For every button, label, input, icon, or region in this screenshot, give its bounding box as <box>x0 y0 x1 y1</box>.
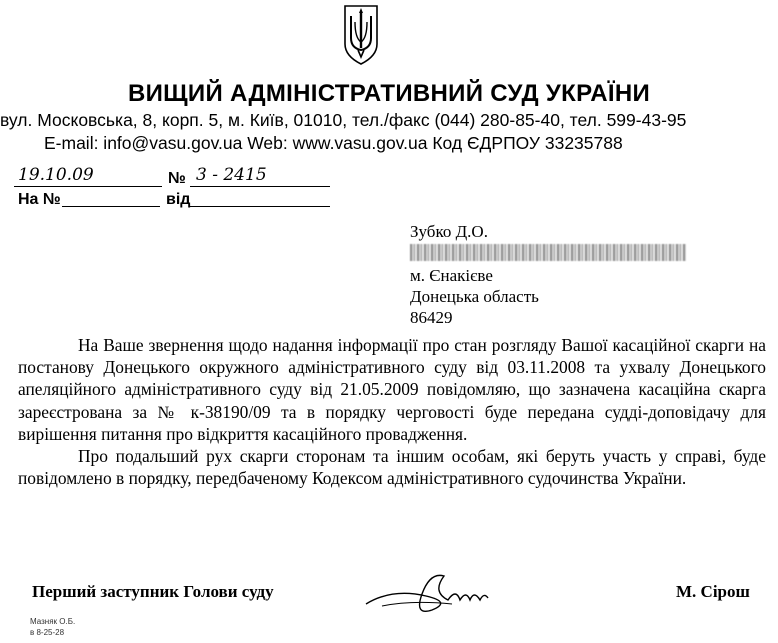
letter-body <box>18 334 766 489</box>
body-paragraph-1: На Ваше звернення щодо надання інформації про стан розгляду Вашої касаційної скарги на постанову Донецького окружного адміністративного суду від 03.11.2008 та ухвалу Донецького апеляційного адміністративного суду від 21.05.2009 повідомляю, що зазначена касаційна скарга зареєстрована за № к-38190/09 та в порядку черговості буде передана судді-доповідачу для вирішення питання про відкриття касаційного провадження. <box>18 335 766 444</box>
recipient-region: Донецька область <box>410 287 539 306</box>
reply-to-line <box>62 206 160 207</box>
recipient-postcode: 86429 <box>410 308 453 327</box>
date-line <box>14 186 162 187</box>
organization-contacts: E-mail: info@vasu.gov.ua Web: www.vasu.gov.ua Код ЄДРПОУ 33235788 <box>44 133 623 153</box>
body-paragraph-2: Про подальший рух скарги сторонам та іншим особам, які беруть участь у справі, буде повідомлено в порядку, передбаченому Кодексом адміністративного судочинства України. <box>18 446 766 489</box>
number-line <box>190 186 330 187</box>
outgoing-date: 19.10.09 <box>18 165 94 185</box>
signatory-name: М. Сірош <box>676 582 750 601</box>
organization-title: ВИЩИЙ АДМІНІСТРАТИВНИЙ СУД УКРАЇНИ <box>127 80 651 107</box>
coat-of-arms-emblem <box>342 4 380 66</box>
reply-from-label: від <box>166 191 191 208</box>
reply-from-line <box>190 206 330 207</box>
organization-address: вул. Московська, 8, корп. 5, м. Київ, 01010, тел./факс (044) 280-85-40, тел. 599-43-95 <box>0 110 687 130</box>
handwritten-signature <box>362 566 490 618</box>
signatory-position: Перший заступник Голови суду <box>32 582 274 601</box>
redacted-address <box>410 244 686 261</box>
outgoing-number-label: № <box>168 170 186 187</box>
executor-phone: в 8-25-28 <box>30 628 65 637</box>
reply-to-label: На № <box>18 191 61 208</box>
recipient-name: Зубко Д.О. <box>410 222 488 241</box>
executor-name: Мазняк О.Б. <box>30 617 76 626</box>
outgoing-number: 3 - 2415 <box>196 165 267 185</box>
recipient-city: м. Єнакієве <box>410 266 493 285</box>
